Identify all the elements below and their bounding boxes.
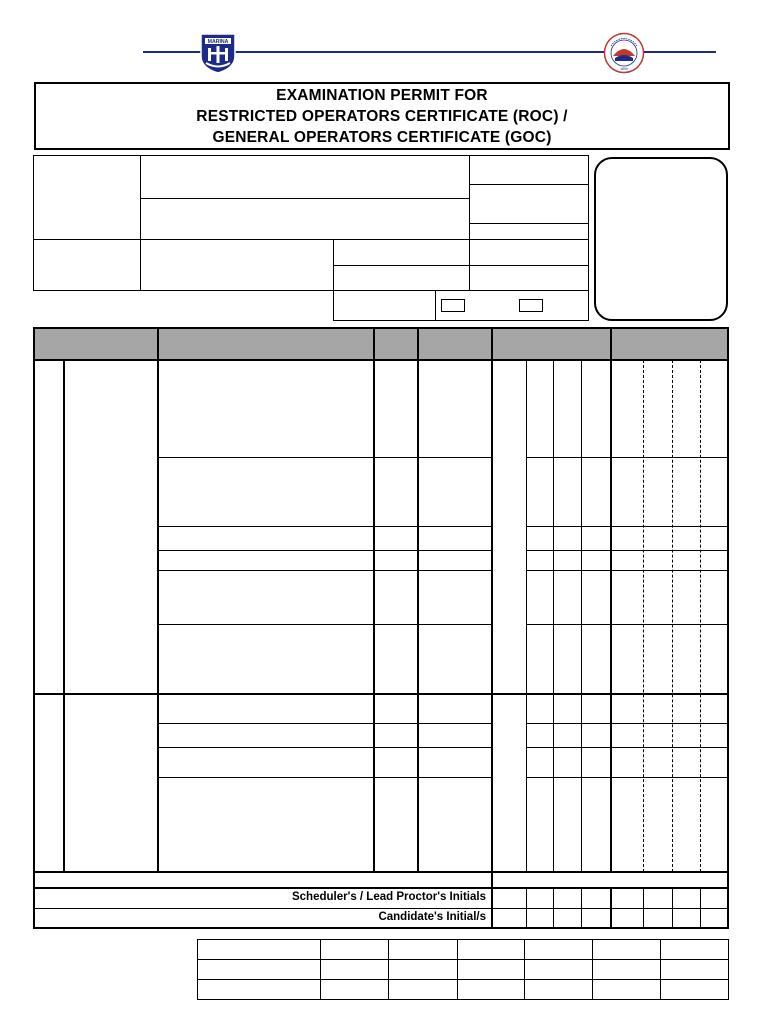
form-title-box bbox=[34, 82, 730, 150]
logo-text: MARINA bbox=[207, 39, 229, 45]
marina-logo bbox=[197, 32, 239, 74]
title-line-1: EXAMINATION PERMIT FOR bbox=[276, 86, 488, 104]
government-seal-logo bbox=[603, 32, 645, 74]
candidate-initials-label: Candidate's Initial/s bbox=[378, 911, 486, 923]
scheduler-initials-label: Scheduler's / Lead Proctor's Initials bbox=[291, 891, 486, 903]
checkbox-option-1[interactable] bbox=[441, 299, 465, 312]
title-line-2: RESTRICTED OPERATORS CERTIFICATE (ROC) / bbox=[196, 107, 568, 125]
title-line-3: GENERAL OPERATORS CERTIFICATE (GOC) bbox=[212, 128, 552, 146]
svg-text:1899: 1899 bbox=[620, 67, 628, 71]
checkbox-option-2[interactable] bbox=[519, 299, 543, 312]
table-frame bbox=[33, 327, 729, 929]
photo-box bbox=[594, 157, 728, 321]
bottom-table-frame bbox=[197, 939, 729, 1000]
